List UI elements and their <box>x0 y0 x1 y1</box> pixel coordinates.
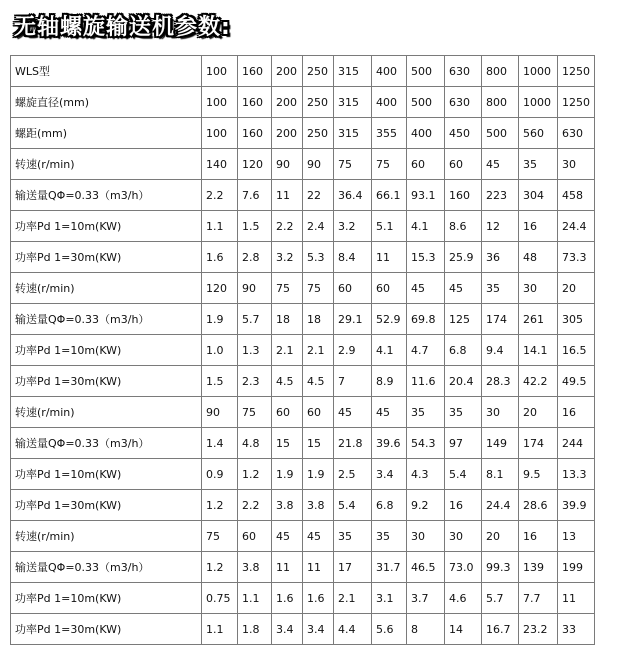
table-cell: 315 <box>334 118 372 149</box>
table-cell: 29.1 <box>334 304 372 335</box>
table-cell: 630 <box>445 87 482 118</box>
table-cell: 1000 <box>519 87 558 118</box>
table-cell: 16.5 <box>558 335 595 366</box>
table-cell: 90 <box>272 149 303 180</box>
table-cell: 1.5 <box>202 366 238 397</box>
table-cell: 60 <box>445 149 482 180</box>
table-cell: 630 <box>445 56 482 87</box>
table-row <box>11 614 595 645</box>
table-cell: 20 <box>482 521 519 552</box>
table-cell: 52.9 <box>372 304 407 335</box>
table-cell: 5.7 <box>238 304 272 335</box>
table-cell: 75 <box>334 149 372 180</box>
table-cell: 5.1 <box>372 211 407 242</box>
table-cell: 9.5 <box>519 459 558 490</box>
table-cell: 250 <box>303 87 334 118</box>
table-cell: 1.1 <box>202 211 238 242</box>
table-cell: 120 <box>238 149 272 180</box>
table-cell: 200 <box>272 87 303 118</box>
row-label: 功率Pd 1=10m(KW) <box>11 211 202 242</box>
table-cell: 100 <box>202 118 238 149</box>
row-label: 输送量QΦ=0.33（m3/h） <box>11 180 202 211</box>
table-cell: 500 <box>482 118 519 149</box>
table-cell: 1.9 <box>272 459 303 490</box>
table-row <box>11 180 595 211</box>
table-row <box>11 242 595 273</box>
table-cell: 31.7 <box>372 552 407 583</box>
table-cell: 12 <box>482 211 519 242</box>
table-cell: 11 <box>272 552 303 583</box>
table-cell: 20 <box>519 397 558 428</box>
table-cell: 139 <box>519 552 558 583</box>
table-cell: 3.4 <box>372 459 407 490</box>
table-cell: 75 <box>372 149 407 180</box>
table-cell: 16 <box>519 521 558 552</box>
table-cell: 11 <box>303 552 334 583</box>
table-row <box>11 56 595 87</box>
table-cell: 3.4 <box>272 614 303 645</box>
table-cell: 35 <box>519 149 558 180</box>
table-row <box>11 490 595 521</box>
table-cell: 45 <box>303 521 334 552</box>
table-cell: 355 <box>372 118 407 149</box>
table-cell: 93.1 <box>407 180 445 211</box>
table-cell: 45 <box>272 521 303 552</box>
table-cell: 261 <box>519 304 558 335</box>
table-cell: 30 <box>519 273 558 304</box>
table-row <box>11 335 595 366</box>
table-cell: 11.6 <box>407 366 445 397</box>
table-cell: 8 <box>407 614 445 645</box>
table-row <box>11 304 595 335</box>
table-cell: 13 <box>558 521 595 552</box>
table-cell: 60 <box>372 273 407 304</box>
table-row <box>11 397 595 428</box>
table-cell: 17 <box>334 552 372 583</box>
table-cell: 1.1 <box>202 614 238 645</box>
table-cell: 174 <box>482 304 519 335</box>
table-cell: 90 <box>238 273 272 304</box>
table-cell: 35 <box>372 521 407 552</box>
table-cell: 45 <box>482 149 519 180</box>
table-cell: 3.4 <box>303 614 334 645</box>
table-cell: 49.5 <box>558 366 595 397</box>
table-cell: 35 <box>445 397 482 428</box>
table-cell: 7.6 <box>238 180 272 211</box>
table-cell: 4.4 <box>334 614 372 645</box>
table-cell: 4.8 <box>238 428 272 459</box>
table-cell: 3.8 <box>272 490 303 521</box>
table-cell: 5.4 <box>445 459 482 490</box>
row-label: WLS型 <box>11 56 202 87</box>
table-cell: 14 <box>445 614 482 645</box>
table-cell: 39.6 <box>372 428 407 459</box>
table-cell: 97 <box>445 428 482 459</box>
table-cell: 315 <box>334 87 372 118</box>
table-row <box>11 583 595 614</box>
table-cell: 400 <box>372 87 407 118</box>
table-cell: 75 <box>303 273 334 304</box>
table-row <box>11 211 595 242</box>
table-cell: 8.9 <box>372 366 407 397</box>
table-cell: 75 <box>272 273 303 304</box>
table-cell: 3.8 <box>238 552 272 583</box>
table-cell: 75 <box>202 521 238 552</box>
table-cell: 24.4 <box>482 490 519 521</box>
table-cell: 28.3 <box>482 366 519 397</box>
table-cell: 73.3 <box>558 242 595 273</box>
table-cell: 7 <box>334 366 372 397</box>
table-cell: 4.3 <box>407 459 445 490</box>
table-cell: 5.4 <box>334 490 372 521</box>
table-cell: 1250 <box>558 87 595 118</box>
page-title: 无轴螺旋输送机参数: <box>14 15 231 40</box>
table-cell: 45 <box>407 273 445 304</box>
table-cell: 0.75 <box>202 583 238 614</box>
table-cell: 1250 <box>558 56 595 87</box>
table-cell: 1.8 <box>238 614 272 645</box>
row-label: 转速(r/min) <box>11 273 202 304</box>
table-cell: 35 <box>334 521 372 552</box>
table-cell: 1.2 <box>202 490 238 521</box>
table-row <box>11 149 595 180</box>
table-cell: 60 <box>303 397 334 428</box>
row-label: 输送量QΦ=0.33（m3/h） <box>11 552 202 583</box>
table-cell: 3.8 <box>303 490 334 521</box>
table-cell: 99.3 <box>482 552 519 583</box>
table-cell: 54.3 <box>407 428 445 459</box>
table-cell: 630 <box>558 118 595 149</box>
row-label: 功率Pd 1=10m(KW) <box>11 459 202 490</box>
table-cell: 125 <box>445 304 482 335</box>
table-cell: 1.3 <box>238 335 272 366</box>
row-label: 功率Pd 1=30m(KW) <box>11 366 202 397</box>
table-cell: 39.9 <box>558 490 595 521</box>
table-cell: 4.5 <box>272 366 303 397</box>
table-cell: 1.4 <box>202 428 238 459</box>
row-label: 转速(r/min) <box>11 149 202 180</box>
table-cell: 3.1 <box>372 583 407 614</box>
table-cell: 315 <box>334 56 372 87</box>
table-cell: 1000 <box>519 56 558 87</box>
table-cell: 1.9 <box>202 304 238 335</box>
table-cell: 35 <box>482 273 519 304</box>
table-cell: 200 <box>272 56 303 87</box>
table-cell: 160 <box>238 56 272 87</box>
table-cell: 9.4 <box>482 335 519 366</box>
table-cell: 16 <box>445 490 482 521</box>
table-cell: 2.1 <box>272 335 303 366</box>
row-label: 转速(r/min) <box>11 521 202 552</box>
table-cell: 8.4 <box>334 242 372 273</box>
table-cell: 2.3 <box>238 366 272 397</box>
row-label: 功率Pd 1=10m(KW) <box>11 335 202 366</box>
table-cell: 6.8 <box>445 335 482 366</box>
table-cell: 8.1 <box>482 459 519 490</box>
table-cell: 3.2 <box>334 211 372 242</box>
table-cell: 30 <box>558 149 595 180</box>
table-cell: 400 <box>407 118 445 149</box>
table-cell: 16 <box>519 211 558 242</box>
table-cell: 1.0 <box>202 335 238 366</box>
table-cell: 800 <box>482 56 519 87</box>
table-cell: 305 <box>558 304 595 335</box>
table-cell: 2.9 <box>334 335 372 366</box>
table-cell: 16.7 <box>482 614 519 645</box>
table-cell: 223 <box>482 180 519 211</box>
row-label: 输送量QΦ=0.33（m3/h） <box>11 428 202 459</box>
table-cell: 45 <box>334 397 372 428</box>
table-row <box>11 552 595 583</box>
table-cell: 42.2 <box>519 366 558 397</box>
table-cell: 9.2 <box>407 490 445 521</box>
table-cell: 22 <box>303 180 334 211</box>
table-cell: 48 <box>519 242 558 273</box>
table-cell: 304 <box>519 180 558 211</box>
row-label: 输送量QΦ=0.33（m3/h） <box>11 304 202 335</box>
table-cell: 11 <box>558 583 595 614</box>
table-cell: 500 <box>407 87 445 118</box>
table-row <box>11 273 595 304</box>
table-cell: 46.5 <box>407 552 445 583</box>
table-cell: 140 <box>202 149 238 180</box>
table-cell: 560 <box>519 118 558 149</box>
table-cell: 4.5 <box>303 366 334 397</box>
table-cell: 458 <box>558 180 595 211</box>
row-label: 功率Pd 1=30m(KW) <box>11 614 202 645</box>
table-cell: 23.2 <box>519 614 558 645</box>
table-cell: 75 <box>238 397 272 428</box>
table-cell: 73.0 <box>445 552 482 583</box>
table-cell: 800 <box>482 87 519 118</box>
table-cell: 2.2 <box>272 211 303 242</box>
table-cell: 18 <box>272 304 303 335</box>
table-cell: 30 <box>407 521 445 552</box>
row-label: 转速(r/min) <box>11 397 202 428</box>
table-cell: 199 <box>558 552 595 583</box>
table-cell: 2.5 <box>334 459 372 490</box>
table-cell: 1.6 <box>303 583 334 614</box>
table-cell: 2.2 <box>238 490 272 521</box>
table-cell: 45 <box>372 397 407 428</box>
row-label: 螺距(mm) <box>11 118 202 149</box>
table-cell: 4.1 <box>407 211 445 242</box>
table-cell: 4.1 <box>372 335 407 366</box>
table-cell: 20.4 <box>445 366 482 397</box>
table-row <box>11 366 595 397</box>
table-cell: 3.7 <box>407 583 445 614</box>
table-cell: 244 <box>558 428 595 459</box>
table-cell: 7.7 <box>519 583 558 614</box>
table-cell: 90 <box>303 149 334 180</box>
table-cell: 60 <box>334 273 372 304</box>
table-body <box>11 56 595 645</box>
table-cell: 400 <box>372 56 407 87</box>
table-cell: 11 <box>372 242 407 273</box>
table-cell: 1.2 <box>238 459 272 490</box>
row-label: 螺旋直径(mm) <box>11 87 202 118</box>
table-cell: 200 <box>272 118 303 149</box>
table-cell: 4.6 <box>445 583 482 614</box>
table-cell: 60 <box>238 521 272 552</box>
table-cell: 1.6 <box>272 583 303 614</box>
params-table <box>10 55 595 645</box>
table-cell: 30 <box>445 521 482 552</box>
table-cell: 28.6 <box>519 490 558 521</box>
table-cell: 250 <box>303 118 334 149</box>
table-cell: 14.1 <box>519 335 558 366</box>
table-cell: 33 <box>558 614 595 645</box>
table-cell: 160 <box>238 87 272 118</box>
table-cell: 160 <box>238 118 272 149</box>
row-label: 功率Pd 1=30m(KW) <box>11 242 202 273</box>
table-cell: 1.6 <box>202 242 238 273</box>
table-cell: 30 <box>482 397 519 428</box>
table-cell: 0.9 <box>202 459 238 490</box>
table-cell: 45 <box>445 273 482 304</box>
table-cell: 3.2 <box>272 242 303 273</box>
table-cell: 6.8 <box>372 490 407 521</box>
table-cell: 15 <box>303 428 334 459</box>
table-cell: 450 <box>445 118 482 149</box>
table-cell: 24.4 <box>558 211 595 242</box>
table-cell: 36.4 <box>334 180 372 211</box>
table-cell: 66.1 <box>372 180 407 211</box>
table-cell: 1.2 <box>202 552 238 583</box>
table-cell: 4.7 <box>407 335 445 366</box>
table-cell: 16 <box>558 397 595 428</box>
table-cell: 2.2 <box>202 180 238 211</box>
table-cell: 100 <box>202 56 238 87</box>
table-cell: 160 <box>445 180 482 211</box>
table-row <box>11 428 595 459</box>
table-cell: 149 <box>482 428 519 459</box>
table-cell: 5.3 <box>303 242 334 273</box>
table-cell: 2.4 <box>303 211 334 242</box>
table-cell: 21.8 <box>334 428 372 459</box>
table-cell: 60 <box>272 397 303 428</box>
table-row <box>11 521 595 552</box>
table-cell: 500 <box>407 56 445 87</box>
table-cell: 18 <box>303 304 334 335</box>
table-cell: 15.3 <box>407 242 445 273</box>
table-cell: 15 <box>272 428 303 459</box>
table-row <box>11 459 595 490</box>
table-cell: 69.8 <box>407 304 445 335</box>
row-label: 功率Pd 1=10m(KW) <box>11 583 202 614</box>
table-cell: 2.1 <box>334 583 372 614</box>
table-row <box>11 87 595 118</box>
table-cell: 100 <box>202 87 238 118</box>
table-row <box>11 118 595 149</box>
table-cell: 36 <box>482 242 519 273</box>
table-cell: 5.7 <box>482 583 519 614</box>
table-cell: 2.8 <box>238 242 272 273</box>
table-cell: 1.5 <box>238 211 272 242</box>
table-cell: 1.9 <box>303 459 334 490</box>
table-cell: 2.1 <box>303 335 334 366</box>
table-cell: 250 <box>303 56 334 87</box>
table-cell: 25.9 <box>445 242 482 273</box>
table-cell: 8.6 <box>445 211 482 242</box>
table-cell: 60 <box>407 149 445 180</box>
row-label: 功率Pd 1=30m(KW) <box>11 490 202 521</box>
table-cell: 20 <box>558 273 595 304</box>
table-cell: 5.6 <box>372 614 407 645</box>
table-cell: 13.3 <box>558 459 595 490</box>
table-cell: 90 <box>202 397 238 428</box>
table-cell: 174 <box>519 428 558 459</box>
table-cell: 1.1 <box>238 583 272 614</box>
table-cell: 11 <box>272 180 303 211</box>
table-cell: 35 <box>407 397 445 428</box>
table-cell: 120 <box>202 273 238 304</box>
